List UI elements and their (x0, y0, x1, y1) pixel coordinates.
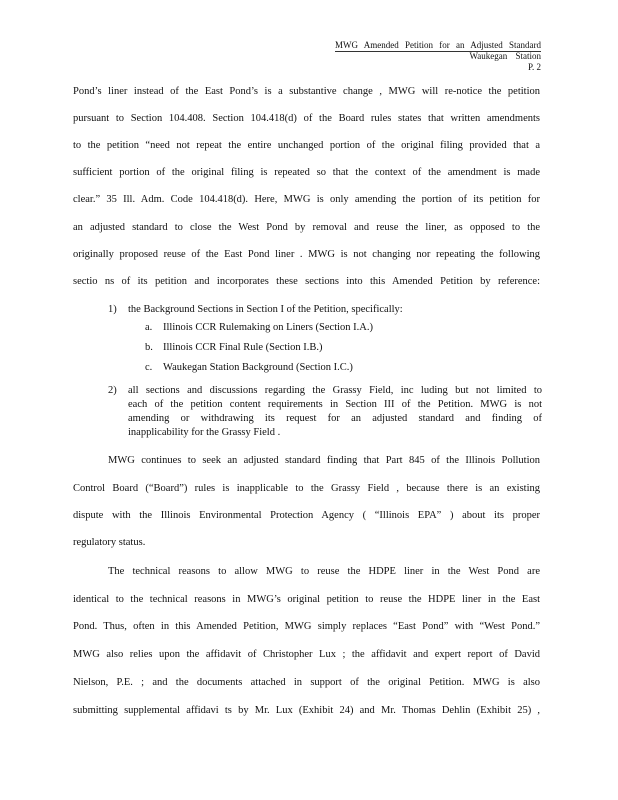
paragraph-3-line: Pond. Thus, often in this Amended Petition, MWG simply replaces “East Pond” with “West Pond.” (73, 621, 540, 632)
paragraph-3-line: identical to the technical reasons in MWG’s original petition to reuse the HDPE liner in the East (73, 594, 540, 605)
list-item-2-line: all sections and discussions regarding the Grassy Field, inc luding but not limited to (128, 385, 542, 396)
list-item-2-line: amending or withdrawing its request for an adjusted standard and finding of (128, 413, 542, 424)
paragraph-1-line: originally proposed reuse of the East Pond liner . MWG is not changing nor repeating the following (73, 249, 540, 260)
list-item-1-text: the Background Sections in Section I of the Petition, specifically: (128, 304, 403, 315)
list-item-1-number: 1) (108, 304, 117, 315)
paragraph-1-line: sectio ns of its petition and incorporates these sections into this Amended Petition by reference: (73, 276, 540, 287)
running-header-station: Waukegan Station (469, 51, 541, 61)
sub-item-a-letter: a. (145, 322, 153, 333)
paragraph-2-line: dispute with the Illinois Environmental Protection Agency ( “Illinois EPA” ) about its proper (73, 510, 540, 521)
paragraph-1-line: clear.” 35 Ill. Adm. Code 104.418(d). Here, MWG is only amending the portion of its petition for (73, 194, 540, 205)
paragraph-2-line: regulatory status. (73, 537, 146, 548)
paragraph-3-line: submitting supplemental affidavi ts by Mr. Lux (Exhibit 24) and Mr. Thomas Dehlin (Exhibit 25) , (73, 705, 540, 716)
paragraph-3-line: The technical reasons to allow MWG to reuse the HDPE liner in the West Pond are (108, 566, 540, 577)
sub-item-b-letter: b. (145, 342, 153, 353)
running-header-title: MWG Amended Petition for an Adjusted Standard (335, 40, 541, 50)
sub-item-c-text: Waukegan Station Background (Section I.C.) (163, 362, 353, 373)
sub-item-c-letter: c. (145, 362, 153, 373)
paragraph-1-line: an adjusted standard to close the West Pond by removal and reuse the liner, as opposed to the (73, 222, 540, 233)
paragraph-1-line: to the petition “need not repeat the entire unchanged portion of the original filing provided that a (73, 140, 540, 151)
paragraph-2-line: Control Board (“Board”) rules is inapplicable to the Grassy Field , because there is an existing (73, 483, 540, 494)
list-item-2-line: inapplicability for the Grassy Field . (128, 427, 281, 438)
sub-item-b-text: Illinois CCR Final Rule (Section I.B.) (163, 342, 323, 353)
page-number: P. 2 (527, 62, 541, 72)
paragraph-1-line: pursuant to Section 104.408. Section 104.418(d) of the Board rules states that written amendments (73, 113, 540, 124)
list-item-2-line: each of the petition content requirements in Section III of the Petition. MWG is not (128, 399, 542, 410)
sub-item-a-text: Illinois CCR Rulemaking on Liners (Section I.A.) (163, 322, 373, 333)
paragraph-1-line: Pond’s liner instead of the East Pond’s is a substantive change , MWG will re-notice the petition (73, 86, 540, 97)
paragraph-3-line: MWG also relies upon the affidavit of Christopher Lux ; the affidavit and expert report of David (73, 649, 540, 660)
paragraph-2-line: MWG continues to seek an adjusted standard finding that Part 845 of the Illinois Pollution (108, 455, 540, 466)
list-item-2-number: 2) (108, 385, 117, 396)
paragraph-3-line: Nielson, P.E. ; and the documents attached in support of the original Petition. MWG is also (73, 677, 540, 688)
paragraph-1-line: sufficient portion of the original filing is repeated so that the context of the amendment is made (73, 167, 540, 178)
